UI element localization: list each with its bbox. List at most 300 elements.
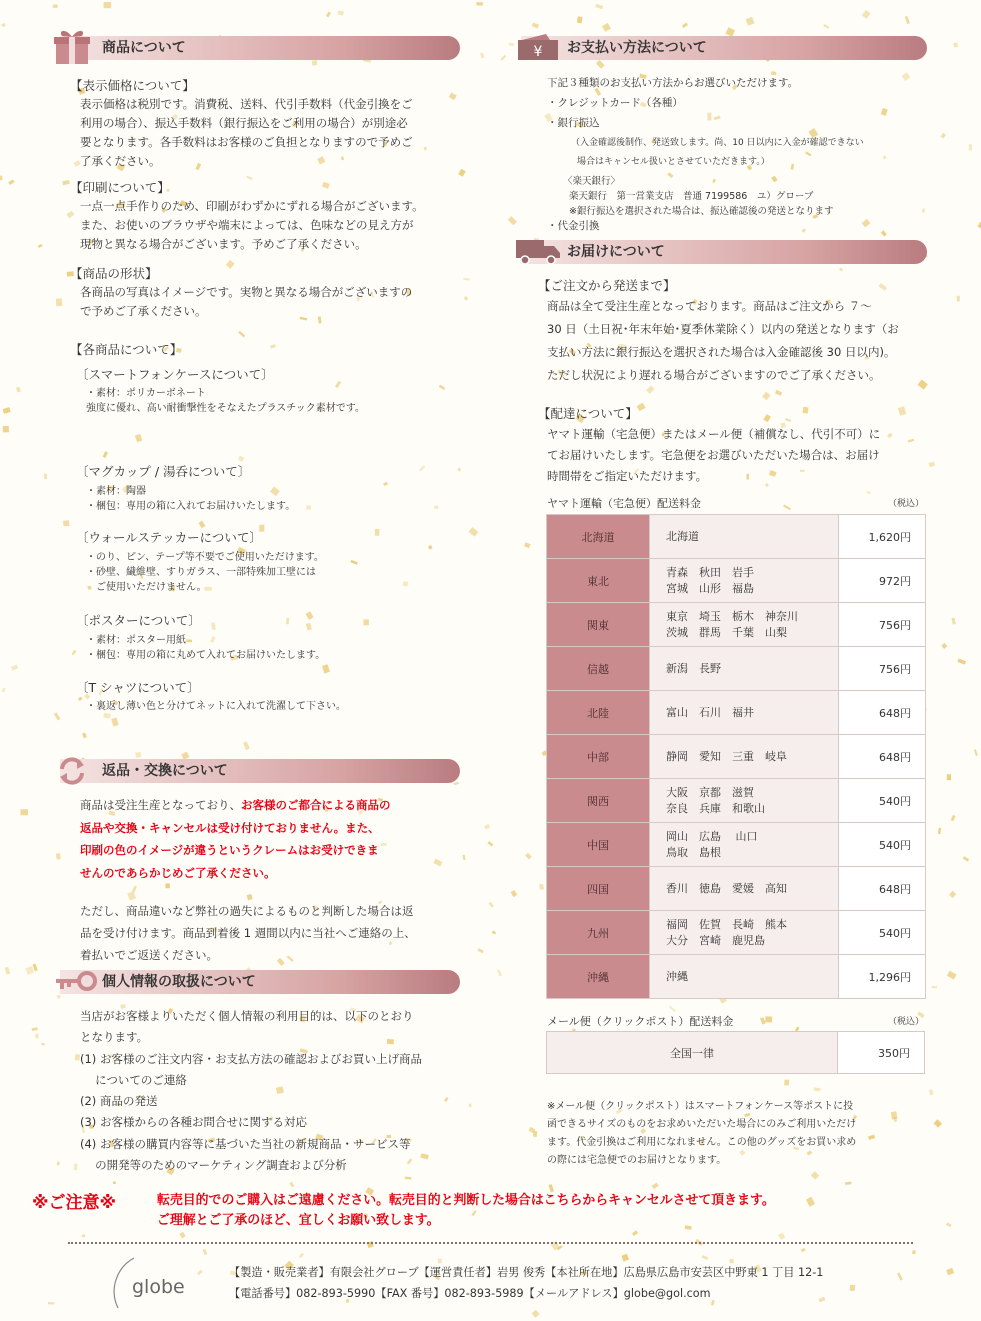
rakuten-block bbox=[563, 174, 833, 219]
prefecture-line: 北海道 bbox=[666, 529, 699, 543]
prefecture-line: 新潟 長野 bbox=[666, 661, 721, 675]
confetti-piece bbox=[577, 16, 582, 23]
confetti-piece bbox=[946, 1223, 952, 1227]
text-line: 品を受け付けます。商品到着後 1 週間以内に当社へご連絡の上、 bbox=[80, 926, 416, 940]
price-cell: 540円 bbox=[839, 911, 926, 955]
mug-heading: 〔マグカップ / 湯呑について〕 bbox=[76, 464, 251, 479]
confetti-piece bbox=[246, 176, 252, 180]
confetti-piece bbox=[132, 886, 137, 893]
print-text bbox=[80, 197, 470, 254]
products-header bbox=[60, 36, 460, 60]
confetti-piece bbox=[238, 456, 244, 462]
confetti-piece bbox=[765, 1016, 772, 1022]
shape-heading: 【商品の形状】 bbox=[70, 266, 158, 281]
delivery-title: お届けについて bbox=[567, 244, 665, 260]
confetti-piece bbox=[969, 144, 972, 150]
confetti-piece bbox=[306, 505, 311, 509]
confetti-piece bbox=[286, 618, 289, 624]
sticker-text bbox=[86, 550, 324, 595]
text-line: についてのご連絡 bbox=[80, 1072, 187, 1087]
confetti-piece bbox=[0, 175, 3, 181]
text-line: 一点一点手作りのため、印刷がわずかにずれる場合がございます。 bbox=[80, 199, 424, 213]
confetti-piece bbox=[500, 55, 506, 61]
mail-notes bbox=[547, 1098, 932, 1170]
text-line: の際には宅急便でのお届けとなります。 bbox=[547, 1155, 727, 1166]
confetti-piece bbox=[238, 331, 245, 338]
confetti-piece bbox=[602, 23, 611, 32]
mail-caption: メール便（クリックポスト）配送料金 bbox=[547, 1015, 734, 1028]
products-title: 商品について bbox=[102, 40, 186, 56]
confetti-piece bbox=[403, 581, 409, 587]
confetti-piece bbox=[103, 451, 108, 458]
confetti-piece bbox=[902, 72, 911, 81]
price-cell: 540円 bbox=[839, 823, 926, 867]
confetti-piece bbox=[383, 482, 388, 486]
confetti-piece bbox=[963, 856, 970, 861]
confetti-piece bbox=[1, 23, 5, 27]
prefecture-cell bbox=[650, 823, 839, 867]
text-line: 表示価格は税別です。消費税、送料、代引手数料（代金引換をご bbox=[80, 97, 413, 111]
text-line: 強度に優れ、高い耐衝撃性をそなえたプラスチック素材です。 bbox=[86, 403, 365, 414]
tax-label: （税込） bbox=[888, 499, 925, 509]
confetti-piece bbox=[480, 53, 485, 59]
confetti-piece bbox=[508, 216, 517, 225]
confetti-piece bbox=[135, 752, 141, 758]
text-line: (3) お客様からの各種お問合せに関する対応 bbox=[80, 1115, 307, 1130]
table-row bbox=[547, 911, 926, 955]
text-line: 現物と異なる場合がございます。予めご了承ください。 bbox=[80, 237, 367, 251]
price-cell: 756円 bbox=[839, 603, 926, 647]
mail-label: 全国一律 bbox=[547, 1032, 838, 1074]
text-line: ご使用いただけません。 bbox=[86, 582, 207, 593]
confetti-piece bbox=[621, 1254, 629, 1262]
text-line: 〈楽天銀行〉 bbox=[563, 176, 621, 187]
region-cell: 北海道 bbox=[547, 515, 650, 559]
confetti-piece bbox=[243, 741, 250, 750]
confetti-piece bbox=[951, 618, 955, 625]
confetti-piece bbox=[322, 182, 330, 189]
notice-text bbox=[157, 1191, 775, 1231]
confetti-piece bbox=[270, 344, 276, 348]
poster-heading: 〔ポスターについて〕 bbox=[76, 613, 201, 628]
yen-wallet-icon bbox=[516, 32, 562, 62]
confetti-piece bbox=[867, 491, 871, 494]
confetti-piece bbox=[419, 465, 425, 471]
text-line: てお届けいたします。宅急便をお選びいただいた場合は、お届け bbox=[547, 448, 880, 462]
confetti-piece bbox=[322, 664, 330, 673]
text-line: 時間帯をご指定いただけます。 bbox=[547, 469, 708, 483]
text-line: ※メール便（クリックポスト）はスマートフォンケース等ポストに投 bbox=[547, 1101, 854, 1112]
text-line: ・素材：陶器 bbox=[86, 486, 146, 497]
confetti-piece bbox=[784, 1080, 789, 1086]
prefecture-cell bbox=[650, 691, 839, 735]
order-text bbox=[547, 295, 932, 387]
text-line: 商品は全て受注生産となっております。商品はご注文から ７～ bbox=[547, 299, 872, 313]
text-line: ヤマト運輸（宅急便）またはメール便（補償なし、代引不可）に bbox=[547, 427, 881, 441]
text-line: ・のり、ピン、テープ等不要でご使用いただけます。 bbox=[86, 552, 324, 563]
confetti-piece bbox=[883, 155, 887, 159]
confetti-piece bbox=[135, 434, 142, 442]
confetti-piece bbox=[957, 296, 960, 302]
confetti-piece bbox=[922, 208, 925, 212]
truck-icon bbox=[514, 236, 562, 266]
confetti-piece bbox=[977, 222, 981, 230]
confetti-piece bbox=[878, 283, 887, 291]
region-cell: 東北 bbox=[547, 559, 650, 603]
red-text: 印刷の色のイメージが違うというクレームはお受けできま bbox=[80, 843, 379, 857]
price-text bbox=[80, 95, 470, 171]
confetti-piece bbox=[63, 520, 69, 526]
prefecture-line: 東京 埼玉 栃木 神奈川 bbox=[666, 609, 798, 623]
confetti-piece bbox=[811, 1171, 819, 1179]
confetti-piece bbox=[912, 1250, 916, 1254]
confetti-piece bbox=[338, 11, 344, 16]
confetti-piece bbox=[226, 260, 235, 269]
confetti-piece bbox=[778, 1233, 785, 1240]
text-line: 場合はキャンセル扱いとさせていただきます。） bbox=[577, 157, 770, 167]
price-cell: 972円 bbox=[839, 559, 926, 603]
price-heading: 【表示価格について】 bbox=[70, 78, 195, 93]
confetti-piece bbox=[476, 2, 483, 6]
text-line: ただし状況により遅れる場合がございますのでご了承ください。 bbox=[547, 368, 881, 382]
text-line bbox=[80, 794, 470, 817]
payment-text bbox=[547, 73, 798, 133]
confetti-piece bbox=[953, 42, 958, 47]
confetti-piece bbox=[78, 697, 83, 702]
confetti-piece bbox=[54, 712, 61, 720]
gift-icon bbox=[52, 28, 92, 66]
print-heading: 【印刷について】 bbox=[70, 180, 170, 195]
region-cell: 四国 bbox=[547, 867, 650, 911]
confetti-piece bbox=[702, 1255, 709, 1260]
confetti-piece bbox=[62, 180, 70, 185]
confetti-piece bbox=[862, 219, 871, 228]
confetti-piece bbox=[111, 718, 118, 727]
confetti-piece bbox=[492, 931, 496, 935]
prefecture-cell bbox=[650, 515, 839, 559]
confetti-piece bbox=[760, 1017, 766, 1025]
confetti-piece bbox=[775, 390, 782, 396]
price-cell: 1,296円 bbox=[839, 955, 926, 999]
confetti-piece bbox=[785, 418, 791, 422]
tshirt-heading: 〔T シャツについて〕 bbox=[76, 680, 200, 695]
prefecture-line: 静岡 愛知 三重 岐阜 bbox=[666, 749, 787, 763]
text-line: ・銀行振込 bbox=[547, 117, 600, 129]
price-cell: 1,620円 bbox=[839, 515, 926, 559]
text-line: となります。 bbox=[80, 1030, 149, 1045]
prefecture-line: 富山 石川 福井 bbox=[666, 705, 754, 719]
table-row bbox=[547, 867, 926, 911]
confetti-piece bbox=[82, 733, 87, 739]
confetti-piece bbox=[42, 1043, 45, 1045]
confetti-piece bbox=[669, 1006, 676, 1012]
text-line: ・素材：ポスター用紙 bbox=[86, 635, 186, 646]
confetti-piece bbox=[938, 828, 941, 834]
confetti-piece bbox=[947, 971, 957, 980]
confetti-piece bbox=[763, 414, 771, 422]
text-line: ※銀行振込を選択された場合は、振込確認後の発送となります bbox=[569, 206, 834, 217]
text-line: 函できるサイズのものをお求めいただいた場合にのみご利用いただけ bbox=[547, 1119, 857, 1130]
text-line: (2) 商品の発送 bbox=[80, 1094, 158, 1109]
prefecture-cell bbox=[650, 735, 839, 779]
text-line: 支払い方法に銀行振込を選択された場合は入金確認後 30 日以内)。 bbox=[547, 345, 896, 359]
confetti-piece bbox=[66, 211, 74, 219]
returns-text-2 bbox=[80, 900, 470, 966]
each-heading: 【各商品について】 bbox=[70, 342, 183, 357]
confetti-piece bbox=[941, 643, 947, 649]
confetti-piece bbox=[8, 179, 14, 185]
confetti-piece bbox=[802, 407, 808, 414]
confetti-piece bbox=[312, 60, 318, 66]
key-icon bbox=[54, 970, 98, 994]
confetti-piece bbox=[203, 1249, 208, 1255]
ship-heading: 【配達について】 bbox=[538, 406, 638, 421]
confetti-piece bbox=[881, 230, 887, 236]
confetti-piece bbox=[326, 12, 331, 18]
logo-text: globe bbox=[132, 1276, 185, 1298]
prefecture-line: 大分 宮崎 鹿児島 bbox=[666, 933, 765, 947]
confetti-piece bbox=[434, 506, 438, 509]
ship-text bbox=[547, 424, 932, 487]
text-line: また、お使いのブラウザや端末によっては、色味などの見え方が bbox=[80, 218, 414, 232]
text-line: 要となります。各手数料はお客様のご負担となりますので予めご bbox=[80, 135, 413, 149]
text-line: (4) お客様の購買内容等に基づいた当社の新規商品・サービス等 bbox=[80, 1136, 411, 1151]
confetti-piece bbox=[762, 392, 770, 401]
price-cell: 648円 bbox=[839, 867, 926, 911]
text-line: ます。代金引換はご利用になれません。この他のグッズをお買い求め bbox=[547, 1137, 857, 1148]
confetti-piece bbox=[814, 1087, 821, 1091]
prefecture-line: 奈良 兵庫 和歌山 bbox=[666, 801, 765, 815]
confetti-piece bbox=[652, 1183, 659, 1189]
price-cell: 648円 bbox=[839, 735, 926, 779]
footer-divider bbox=[68, 1242, 913, 1244]
table-row bbox=[547, 779, 926, 823]
table-row bbox=[547, 955, 926, 999]
payment-title: お支払い方法について bbox=[567, 40, 707, 56]
text-line: ・砂壁、繊維壁、すりガラス、一部特殊加工壁には bbox=[86, 567, 316, 578]
region-cell: 中国 bbox=[547, 823, 650, 867]
confetti-piece bbox=[3, 407, 11, 414]
phone-heading: 〔スマートフォンケースについて〕 bbox=[76, 367, 274, 382]
delivery-header bbox=[521, 240, 927, 264]
prefecture-cell bbox=[650, 955, 839, 999]
confetti-piece bbox=[21, 809, 29, 815]
table-row bbox=[547, 515, 926, 559]
confetti-piece bbox=[905, 16, 910, 24]
confetti-piece bbox=[862, 10, 871, 19]
text-line: （入金確認後制作、発送致します。尚、10 日以内に入金が確認できない bbox=[571, 138, 864, 148]
notice-label: ※ご注意※ bbox=[32, 1193, 117, 1213]
region-cell: 関西 bbox=[547, 779, 650, 823]
confetti-piece bbox=[350, 560, 357, 565]
table-row bbox=[547, 1032, 925, 1074]
confetti-piece bbox=[57, 995, 61, 999]
confetti-piece bbox=[35, 1034, 38, 1039]
confetti-piece bbox=[783, 505, 791, 511]
confetti-piece bbox=[957, 659, 966, 665]
confetti-piece bbox=[11, 665, 18, 671]
shipping-table bbox=[546, 514, 926, 999]
confetti-piece bbox=[898, 406, 907, 415]
confetti-piece bbox=[299, 1253, 304, 1258]
confetti-piece bbox=[375, 529, 380, 536]
confetti-piece bbox=[929, 1089, 934, 1095]
prefecture-cell bbox=[650, 911, 839, 955]
confetti-piece bbox=[897, 1273, 903, 1281]
confetti-piece bbox=[511, 890, 518, 897]
confetti-piece bbox=[306, 611, 314, 620]
price-cell: 648円 bbox=[839, 691, 926, 735]
confetti-piece bbox=[165, 883, 170, 888]
confetti-piece bbox=[428, 545, 433, 550]
text-line: 転売目的でのご購入はご遠慮ください。転売目的と判断した場合はこちらからキャンセルさせて頂きます。 bbox=[157, 1193, 775, 1208]
returns-title: 返品・交換について bbox=[102, 763, 228, 779]
confetti-piece bbox=[306, 623, 312, 631]
prefecture-line: 宮城 山形 福島 bbox=[666, 581, 754, 595]
confetti-piece bbox=[632, 1230, 638, 1236]
returns-header bbox=[60, 759, 460, 783]
confetti-piece bbox=[802, 228, 807, 233]
prefecture-line: 沖縄 bbox=[666, 969, 688, 983]
confetti-piece bbox=[25, 966, 34, 975]
confetti-piece bbox=[32, 964, 37, 972]
prefecture-cell bbox=[650, 779, 839, 823]
prefecture-line: 福岡 佐賀 長崎 熊本 bbox=[666, 917, 787, 931]
price-cell: 540円 bbox=[839, 779, 926, 823]
text-line: (1) お客様のご注文内容・お支払方法の確認およびお買い上げ商品 bbox=[80, 1051, 422, 1066]
mug-text bbox=[86, 484, 295, 514]
region-cell: 北陸 bbox=[547, 691, 650, 735]
text-line: 30 日（土日祝･年末年始･夏季休業除く）以内の発送となります（お bbox=[547, 322, 899, 336]
confetti-piece bbox=[56, 853, 61, 860]
confetti-piece bbox=[405, 1177, 412, 1180]
footer-info bbox=[229, 1262, 823, 1304]
confetti-piece bbox=[801, 1248, 806, 1253]
confetti-piece bbox=[16, 387, 21, 393]
confetti-piece bbox=[806, 1197, 815, 1207]
prefecture-cell bbox=[650, 603, 839, 647]
confetti-piece bbox=[439, 385, 445, 390]
region-cell: 関東 bbox=[547, 603, 650, 647]
red-text: 返品や交換・キャンセルは受け付けておりません。また、 bbox=[80, 820, 380, 835]
prefecture-line: 茨城 群馬 千葉 山梨 bbox=[666, 625, 787, 639]
table-row bbox=[547, 735, 926, 779]
confetti-piece bbox=[3, 426, 9, 432]
tshirt-text bbox=[86, 699, 346, 714]
poster-text bbox=[86, 633, 325, 663]
mail-tax-label: （税込） bbox=[888, 1017, 925, 1027]
confetti-piece bbox=[38, 244, 43, 248]
confetti-piece bbox=[2, 688, 5, 692]
sticker-heading: 〔ウォールステッカーについて〕 bbox=[76, 530, 262, 545]
confetti-piece bbox=[497, 969, 502, 976]
confetti-piece bbox=[364, 619, 369, 625]
confetti-piece bbox=[463, 278, 470, 281]
text-line: ・梱包：専用の箱に入れてお届けいたします。 bbox=[86, 501, 296, 512]
text-line: ・クレジットカード（各種） bbox=[547, 97, 683, 109]
confetti-piece bbox=[48, 1302, 55, 1304]
confetti-piece bbox=[539, 884, 544, 890]
prefecture-line: 岡山 広島 山口 bbox=[666, 829, 758, 843]
text-line: 当店がお客様よりいただく個人情報の利用目的は、以下のとおり bbox=[80, 1009, 414, 1023]
confetti-piece bbox=[524, 542, 531, 548]
confetti-piece bbox=[56, 298, 62, 306]
text-line: 了承ください。 bbox=[80, 154, 161, 168]
text-line: ・裏返し薄い色と分けてネットに入れて洗濯して下さい。 bbox=[86, 701, 346, 712]
price-cell: 756円 bbox=[839, 647, 926, 691]
region-cell: 信越 bbox=[547, 647, 650, 691]
text-line: の開発等のためのマーケティング調査および分析 bbox=[80, 1158, 347, 1173]
prefecture-line: 香川 徳島 愛媛 高知 bbox=[666, 881, 787, 895]
text-line: 下記３種類のお支払い方法からお選びいただけます。 bbox=[547, 77, 799, 89]
confetti-piece bbox=[179, 1232, 185, 1239]
privacy-text bbox=[80, 1006, 475, 1176]
confetti-piece bbox=[53, 4, 58, 7]
privacy-title: 個人情報の取扱について bbox=[102, 974, 256, 990]
prefecture-cell bbox=[650, 647, 839, 691]
text-line: ・素材：ポリカーボネート bbox=[86, 388, 206, 399]
text-line: 楽天銀行 第一営業支店 普通 7199586 ユ）グローブ bbox=[569, 191, 814, 202]
confetti-piece bbox=[44, 473, 47, 479]
region-cell: 中部 bbox=[547, 735, 650, 779]
confetti-piece bbox=[74, 1164, 78, 1171]
confetti-piece bbox=[596, 60, 605, 69]
confetti-piece bbox=[823, 24, 829, 29]
confetti-piece bbox=[839, 268, 843, 271]
confetti-piece bbox=[881, 108, 888, 116]
mail-price: 350円 bbox=[838, 1032, 925, 1074]
mail-table bbox=[546, 1031, 925, 1074]
text-line: ・梱包：専用の箱に丸めて入れてお届けいたします。 bbox=[86, 650, 326, 661]
text-span: 商品は受注生産となっており、 bbox=[80, 798, 241, 812]
table-row bbox=[547, 559, 926, 603]
region-cell: 沖縄 bbox=[547, 955, 650, 999]
confetti-piece bbox=[845, 1182, 852, 1186]
table-row bbox=[547, 691, 926, 735]
yamato-caption: ヤマト運輸（宅急便）配送料金 bbox=[547, 497, 701, 510]
prefecture-line: 鳥取 島根 bbox=[666, 845, 721, 859]
prefecture-cell bbox=[650, 867, 839, 911]
confetti-piece bbox=[746, 17, 755, 26]
cod-text: ・代金引換 bbox=[547, 220, 600, 232]
confetti-piece bbox=[457, 468, 461, 472]
table-row bbox=[547, 603, 926, 647]
confetti-piece bbox=[113, 1182, 116, 1185]
text-line: 利用の場合）、振込手数料（銀行振込をご利用の場合）が別途必 bbox=[80, 116, 408, 130]
confetti-piece bbox=[532, 1310, 540, 1318]
confetti-piece bbox=[488, 902, 494, 908]
confetti-piece bbox=[637, 403, 646, 412]
confetti-piece bbox=[289, 1182, 294, 1188]
confetti-piece bbox=[32, 1027, 38, 1030]
table-row bbox=[547, 823, 926, 867]
confetti-piece bbox=[484, 824, 490, 830]
region-cell: 九州 bbox=[547, 911, 650, 955]
confetti-piece bbox=[211, 622, 216, 630]
text-line: 着払いでご返送ください。 bbox=[80, 948, 218, 962]
confetti-piece bbox=[682, 23, 688, 28]
phone-text bbox=[86, 386, 365, 416]
confetti-piece bbox=[72, 650, 77, 655]
confetti-piece bbox=[946, 1268, 954, 1275]
table-row bbox=[547, 647, 926, 691]
bank-note bbox=[571, 134, 864, 172]
text-line: 【電話番号】082-893-5990【FAX 番号】082-893-5989【メールアドレス】globe@gol.com bbox=[229, 1287, 711, 1300]
confetti-piece bbox=[941, 133, 946, 139]
text-line: 【製造・販売業者】有限会社グローブ【運営責任者】岩男 俊秀【本社所在地】広島県広島市安芸区中野東 1 丁目 12-1 bbox=[229, 1266, 824, 1279]
red-text: お客様のご都合による商品の bbox=[241, 798, 391, 812]
confetti-piece bbox=[932, 986, 937, 989]
